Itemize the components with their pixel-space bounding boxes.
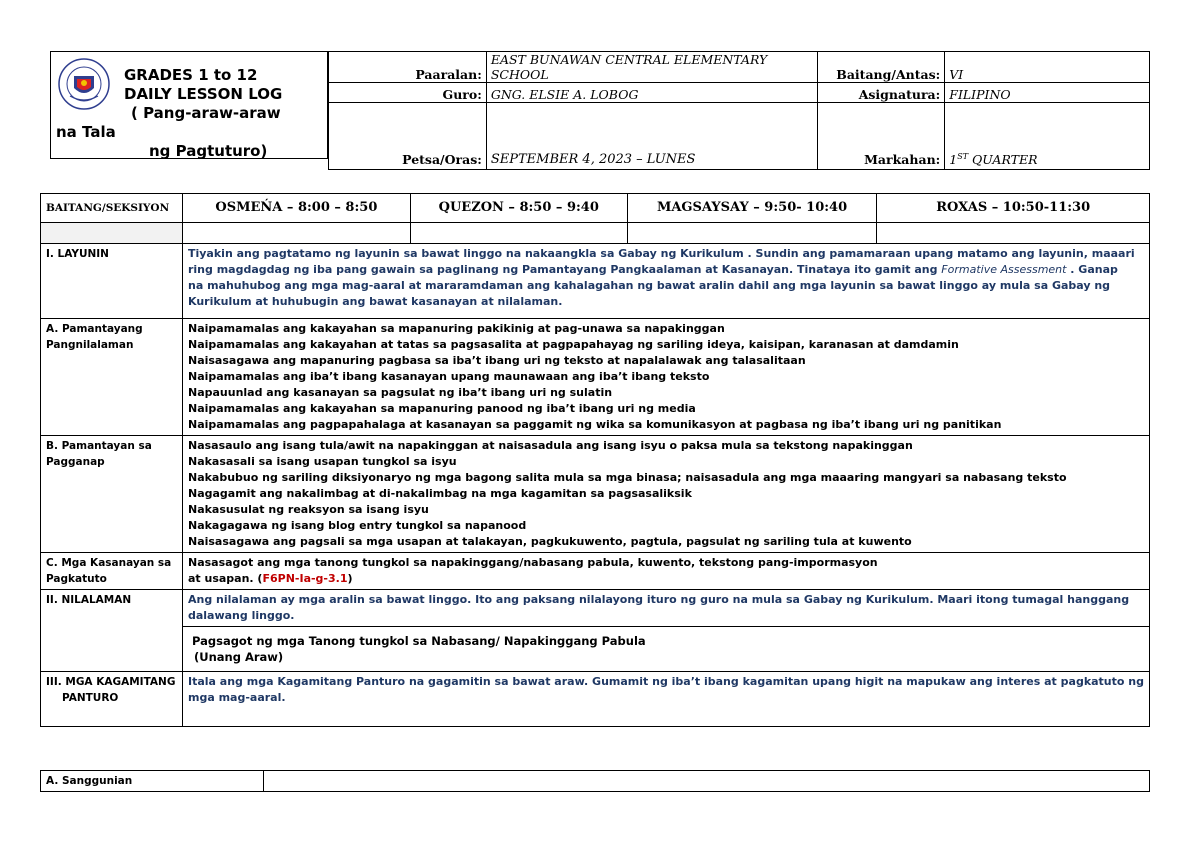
baitang-label: Baitang/Antas:	[818, 52, 945, 83]
nilalaman-topic	[182, 627, 1149, 672]
pagganap-line: Naisasagawa ang pagsali sa mga usapan at talakayan, pagkukuwento, pagtula, pagsulat ng sariling tula at kuwento	[187, 535, 912, 548]
guro-value: GNG. ELSIE A. LOBOG	[486, 83, 817, 103]
layunin-line: na mahuhubog ang mga mag-aaral at mararamdaman ang kahalagahan ng bawat aralin dahil ang mga layunin sa bawat linggo ay mula sa Gabay ng	[187, 279, 1111, 292]
topic-line: Pagsagot ng mga Tanong tungkol sa Nabasang/ Napakinggang Pabula	[191, 634, 646, 648]
pangnilalaman-line: Naipamamalas ang kakayahan at tatas sa pagsasalita at pagpapahayag ng sariling ideya, kaisipan, karanasan at damdamin	[187, 338, 959, 351]
kagamitan-label-line: III. MGA KAGAMITANG	[46, 676, 176, 688]
schedule-row	[41, 194, 1150, 223]
competency-code: F6PN-Ia-g-3.1	[262, 572, 348, 585]
baitang-value: VI	[945, 52, 1150, 83]
section-roxas: ROXAS – 10:50-11:30	[877, 194, 1150, 223]
title-line-1: GRADES 1 to 12	[124, 66, 258, 84]
blank-cell	[182, 223, 410, 244]
pangnilalaman-line: Naipamamalas ang kakayahan sa mapanuring pakikinig at pag-unawa sa napakinggan	[187, 322, 725, 335]
guro-label: Guro:	[329, 83, 487, 103]
paaralan-label: Paaralan:	[329, 52, 487, 83]
sanggunian-label: A. Sanggunian	[41, 771, 264, 792]
pagkatuto-line-end: )	[347, 572, 353, 585]
layunin-line-text: ring magdagdag ng iba pang gawain sa paglinang ng Pamantayang Pangkaalaman at Kasanayan. Tinataya ito gamit ang	[187, 263, 942, 276]
section-osmena: OSMEŃA – 8:00 – 8:50	[182, 194, 410, 223]
pangnilalaman-line: Naisasagawa ang mapanuring pagbasa sa iba’t ibang uri ng teksto at napalalawak ang talasalitaan	[187, 354, 806, 367]
nilalaman-row	[41, 590, 1150, 627]
formative-assessment-text: Formative Assessment	[941, 263, 1067, 276]
blank-cell	[627, 223, 877, 244]
title-line-3: ( Pang-araw-araw	[131, 104, 281, 122]
pangnilalaman-line: Napauunlad ang kasanayan sa pagsulat ng iba’t ibang uri ng sulatin	[187, 386, 613, 399]
layunin-content	[182, 244, 1149, 319]
pagkatuto-content	[182, 553, 1149, 590]
title-line-5: ng Pagtuturo)	[149, 142, 268, 160]
nilalaman-line: Ang nilalaman ay mga aralin sa bawat linggo. Ito ang paksang nilalayong ituro ng guro na mula sa Gabay ng Kurikulum. Maari itong tumagal hanggang	[187, 593, 1130, 606]
pagganap-line: Nakagagawa ng isang blog entry tungkol sa napanood	[187, 519, 527, 532]
markahan-number: 1	[949, 152, 958, 167]
layunin-line: Tiyakin ang pagtatamo ng layunin sa bawat linggo na nakaangkla sa Gabay ng Kurikulum . Sundin ang pamamaraan upang matamo ang layunin, maaari	[187, 247, 1135, 260]
deped-seal-icon	[58, 58, 110, 110]
layunin-line-after: . Ganap	[1066, 263, 1118, 276]
kagamitan-label	[41, 672, 183, 727]
kagamitan-line: Itala ang mga Kagamitang Panturo na gagamitin sa bawat araw. Gumamit ng iba’t ibang kagamitan upang higit na mapukaw ang interes at pagkatuto ng	[187, 675, 1144, 688]
kagamitan-label-line: PANTURO	[62, 692, 119, 704]
pangnilalaman-line: Naipamamalas ang kakayahan sa mapanuring panood ng iba’t ibang uri ng media	[187, 402, 696, 415]
nilalaman-line: dalawang linggo.	[187, 609, 295, 622]
baitang-seksiyon-label: BAITANG/SEKSIYON	[41, 194, 183, 223]
pangnilalaman-label: A. Pamantayang Pangnilalaman	[41, 319, 183, 436]
pangnilalaman-line: Naipamamalas ang pagpapahalaga at kasanayan sa paggamit ng wika sa komunikasyon at pagbasa ng iba’t ibang uri ng panitikan	[187, 418, 1002, 431]
header-title-block	[50, 51, 328, 159]
lesson-log-table	[40, 193, 1150, 727]
asignatura-label: Asignatura:	[818, 83, 945, 103]
pagganap-row	[41, 436, 1150, 553]
sanggunian-row	[41, 771, 1150, 792]
pagganap-line: Nagagamit ang nakalimbag at di-nakalimbag na mga kagamitan sa pagsasaliksik	[187, 487, 692, 500]
pagganap-line: Nasasaulo ang isang tula/awit na napakinggan at naisasadula ang isang isyu o paksa mula sa tekstong napakinggan	[187, 439, 913, 452]
kagamitan-content	[182, 672, 1149, 727]
pagganap-label: B. Pamantayan sa Pagganap	[41, 436, 183, 553]
layunin-row	[41, 244, 1150, 319]
petsa-label: Petsa/Oras:	[329, 103, 487, 170]
markahan-quarter: QUARTER	[968, 152, 1038, 167]
nilalaman-label: II. NILALAMAN	[41, 590, 183, 672]
petsa-value: SEPTEMBER 4, 2023 – LUNES	[486, 103, 817, 170]
pagganap-line: Nakasasali sa isang usapan tungkol sa isyu	[187, 455, 457, 468]
blank-row	[41, 223, 1150, 244]
markahan-superscript: ST	[957, 151, 969, 161]
topic-line: (Unang Araw)	[193, 650, 284, 664]
sanggunian-content	[263, 771, 1149, 792]
markahan-value	[945, 103, 1150, 170]
asignatura-value: FILIPINO	[945, 83, 1150, 103]
blank-cell	[410, 223, 627, 244]
layunin-label: I. LAYUNIN	[41, 244, 183, 319]
markahan-label: Markahan:	[818, 103, 945, 170]
title-line-4: na Tala	[56, 123, 116, 141]
pangnilalaman-row	[41, 319, 1150, 436]
pagkatuto-line: Nasasagot ang mga tanong tungkol sa napakinggang/nabasang pabula, kuwento, tekstong pang-impormasyon	[187, 556, 878, 569]
layunin-line	[188, 262, 1144, 278]
pagkatuto-label: C. Mga Kasanayan sa Pagkatuto	[41, 553, 183, 590]
pangnilalaman-line: Naipamamalas ang iba’t ibang kasanayan upang maunawaan ang iba’t ibang teksto	[187, 370, 710, 383]
title-line-2: DAILY LESSON LOG	[124, 85, 283, 103]
nilalaman-topic-row	[41, 627, 1150, 672]
paaralan-value: EAST BUNAWAN CENTRAL ELEMENTARY SCHOOL	[486, 52, 817, 83]
sanggunian-table	[40, 770, 1150, 792]
pagkatuto-line	[188, 571, 1144, 587]
section-quezon: QUEZON – 8:50 – 9:40	[410, 194, 627, 223]
blank-cell	[877, 223, 1150, 244]
layunin-line: Kurikulum at huhubugin ang bawat kasanayan at nilalaman.	[187, 295, 563, 308]
header-info-table	[328, 51, 1150, 170]
nilalaman-content	[182, 590, 1149, 627]
pagkatuto-row	[41, 553, 1150, 590]
blank-cell	[41, 223, 183, 244]
kagamitan-line: mga mag-aaral.	[187, 691, 286, 704]
section-magsaysay: MAGSAYSAY – 9:50- 10:40	[627, 194, 877, 223]
kagamitan-row	[41, 672, 1150, 727]
pagganap-line: Nakabubuo ng sariling diksiyonaryo ng mga bagong salita mula sa mga binasa; naisasadula ang mga maaaring mangyari sa nabasang teksto	[187, 471, 1067, 484]
pangnilalaman-content	[182, 319, 1149, 436]
pagganap-line: Nakasusulat ng reaksyon sa isang isyu	[187, 503, 429, 516]
pagganap-content	[182, 436, 1149, 553]
pagkatuto-line-text: at usapan. (	[187, 572, 263, 585]
